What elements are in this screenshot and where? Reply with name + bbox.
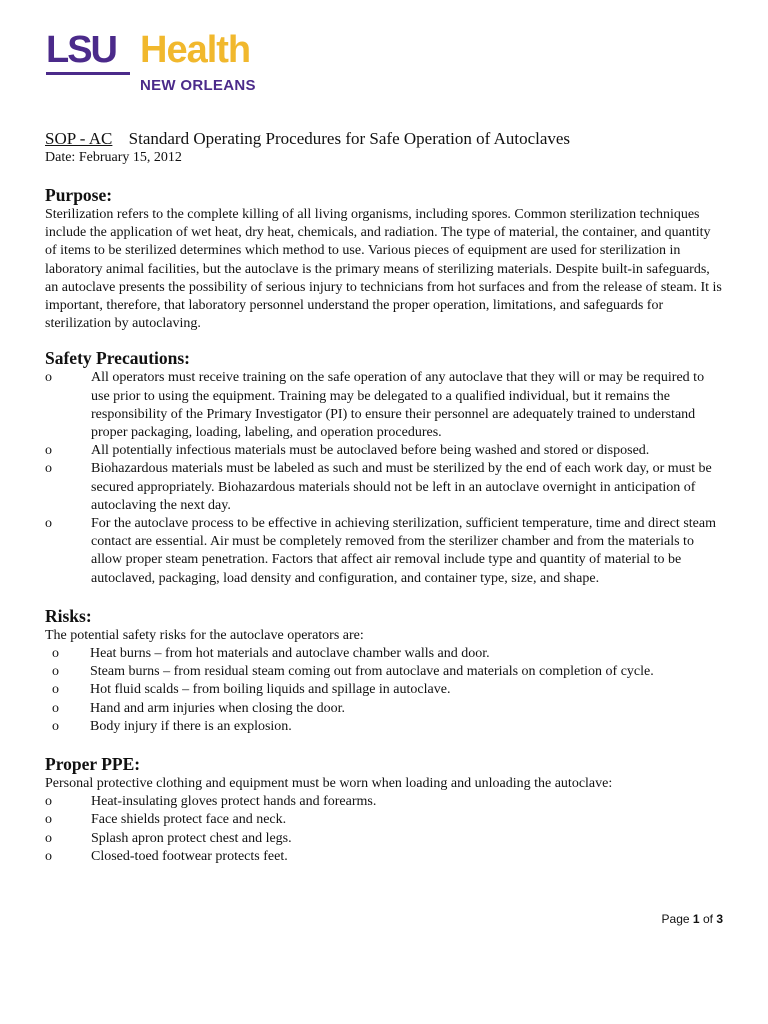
risk-item-text: Steam burns – from residual steam coming out from autoclave and materials on completion of cycle. [90, 664, 654, 680]
safety-list [45, 369, 725, 587]
list-item [45, 663, 725, 681]
bullet-icon: o [45, 830, 52, 846]
list-item [45, 830, 725, 848]
bullet-icon: o [45, 370, 52, 386]
list-item [45, 848, 725, 866]
list-item [45, 700, 725, 718]
logo-health-text: Health [140, 29, 251, 71]
bullet-icon: o [45, 848, 52, 864]
of-word: of [702, 912, 713, 926]
current-page: 1 [692, 912, 700, 926]
ppe-list [45, 793, 725, 866]
list-item [45, 645, 725, 663]
page-number [662, 912, 723, 926]
lsu-health-logo [46, 29, 256, 94]
risks-heading: Risks: [45, 605, 92, 626]
bullet-icon: o [45, 461, 52, 477]
purpose-text: Sterilization refers to the complete killing of all living organisms, including spores. Common sterilization techniques include the application of wet heat, dry heat, chemicals, and radiation. The type of material, the container, and quantity of items to be sterilized determines which method to use. Various pieces of equipment are used for sterilization in laboratory animal facilities, but the autoclave is the primary means of sterilizing materials. Despite built-in safeguards, an autoclave presents the possibility of serious injury to technicians from hot surfaces and from the release of steam. It is important, therefore, that laboratory personnel understand the proper operation, limitations, and safeguards for sterilization by autoclaving. [45, 207, 722, 332]
bullet-icon: o [45, 794, 52, 810]
risks-intro: The potential safety risks for the autoclave operators are: [45, 627, 364, 643]
list-item [45, 681, 725, 699]
sop-code: SOP - AC [45, 129, 113, 148]
list-item [45, 811, 725, 829]
risks-list [45, 645, 725, 736]
ppe-intro: Personal protective clothing and equipment must be worn when loading and unloading the autoclave: [45, 776, 613, 792]
total-pages: 3 [716, 912, 723, 926]
ppe-heading: Proper PPE: [45, 754, 141, 775]
risk-item-text: Hot fluid scalds – from boiling liquids and spillage in autoclave. [90, 682, 451, 698]
bullet-icon: o [52, 646, 59, 662]
purpose-heading: Purpose: [45, 185, 113, 205]
document-date: Date: February 15, 2012 [45, 150, 182, 165]
list-item [45, 718, 725, 736]
logo-lsu-text: LSU [46, 29, 116, 71]
bullet-icon: o [52, 718, 59, 734]
sop-title: Standard Operating Procedures for Safe Operation of Autoclaves [128, 129, 571, 148]
bullet-icon: o [45, 516, 52, 532]
ppe-item-text: Closed-toed footwear protects feet. [91, 848, 288, 864]
bullet-icon: o [45, 812, 52, 828]
list-item [45, 460, 725, 515]
bullet-icon: o [52, 682, 59, 698]
safety-item-text: All operators must receive training on the safe operation of any autoclave that they will or may be required to use prior to using the equipment. Training may be delegated to a qualified individual, but it remains the responsibility of the Primary Investigator (PI) to ensure their personnel are adequately trained to understand proper packaging, loading, labeling, and operation procedures. [91, 370, 705, 441]
risk-item-text: Body injury if there is an explosion. [90, 718, 292, 734]
risk-item-text: Heat burns – from hot materials and autoclave chamber walls and door. [90, 646, 490, 662]
document-title [45, 129, 725, 149]
logo-new-orleans-text: NEW ORLEANS [140, 77, 256, 94]
page-word: Page [661, 912, 690, 926]
ppe-item-text: Face shields protect face and neck. [91, 812, 287, 828]
bullet-icon: o [45, 443, 52, 459]
list-item [45, 793, 725, 811]
bullet-icon: o [52, 664, 59, 680]
safety-heading: Safety Precautions: [45, 348, 190, 369]
safety-item-text: All potentially infectious materials must be autoclaved before being washed and stored or disposed. [91, 443, 650, 459]
logo-underline [46, 72, 130, 75]
list-item [45, 369, 725, 442]
ppe-item-text: Splash apron protect chest and legs. [91, 830, 292, 846]
risk-item-text: Hand and arm injuries when closing the door. [90, 700, 346, 716]
safety-item-text: Biohazardous materials must be labeled as such and must be sterilized by the end of each work day, or must be secured appropriately. Biohazardous materials should not be left in an autoclave overnight in anticipation of autoclaving the next day. [91, 461, 712, 513]
ppe-item-text: Heat-insulating gloves protect hands and forearms. [91, 794, 377, 810]
document-body [45, 129, 725, 866]
list-item [45, 442, 725, 460]
list-item [45, 515, 725, 588]
bullet-icon: o [52, 700, 59, 716]
safety-item-text: For the autoclave process to be effective in achieving sterilization, sufficient temperature, time and direct steam contact are essential. Air must be completely removed from the sterilizer chamber and from the materials to allow proper steam penetration. Factors that affect air removal include type and quantity of material to be autoclaved, packaging, load density and configuration, and container type, size, and shape. [91, 516, 716, 586]
